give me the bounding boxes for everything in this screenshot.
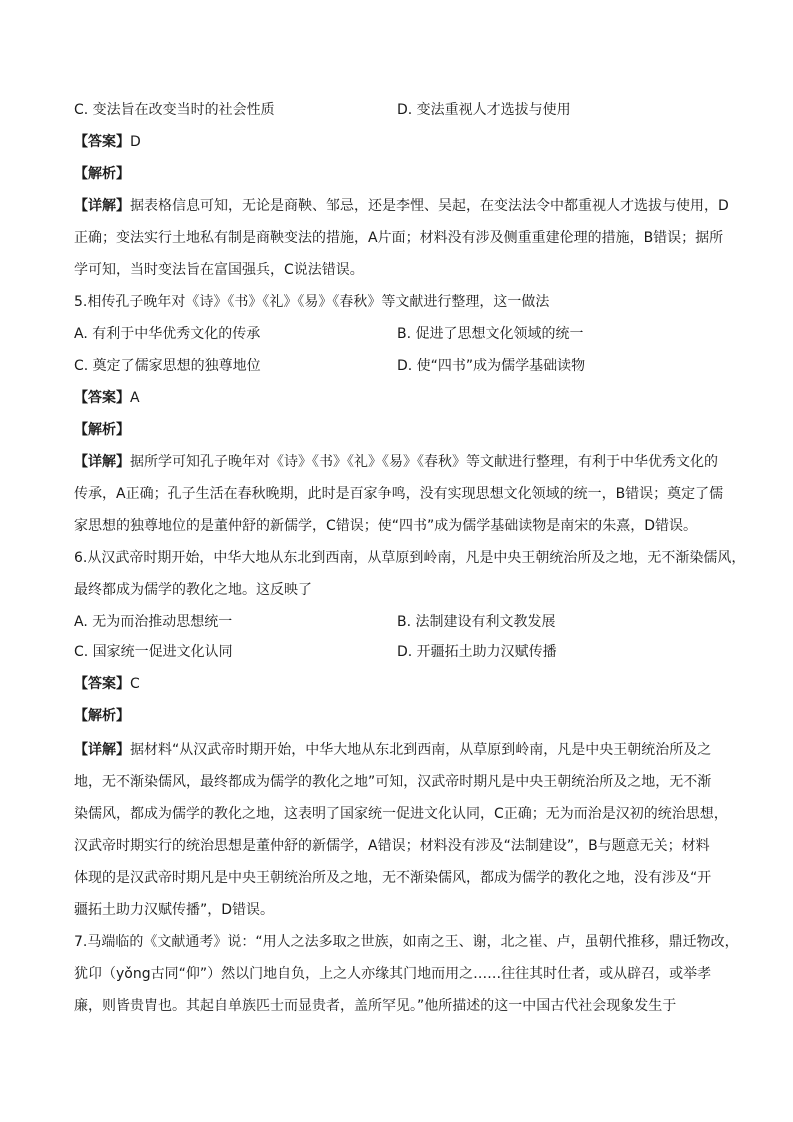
detail-line: 家思想的独尊地位的是董仲舒的新儒学，C错误；使“四书”成为儒学基础读物是南宋的朱熹，D错误。 — [74, 518, 698, 534]
analysis-tag: 【解析】 — [74, 422, 130, 438]
q6-answer — [74, 674, 140, 694]
stem-line: 廉，则皆贵胄也。其起自单族匹士而显贵者，盖所罕见。”他所描述的这一中国古代社会现象发生于 — [74, 998, 677, 1014]
answer-tag: 【答案】 — [74, 134, 130, 150]
q6-option-d: D. 开疆拓土助力汉赋传播 — [397, 644, 557, 660]
detail-line: 学可知，当时变法旨在富国强兵，C说法错误。 — [74, 262, 364, 278]
detail-tag: 【详解】 — [74, 454, 130, 470]
q6-analysis-heading — [74, 706, 130, 726]
q5-option-d: D. 使“四书”成为儒学基础读物 — [397, 358, 586, 374]
q5-detail — [74, 446, 726, 542]
stem-line: 最终都成为儒学的教化之地。这反映了 — [74, 582, 312, 598]
q4-analysis-heading — [74, 164, 130, 184]
answer-tag: 【答案】 — [74, 390, 130, 406]
detail-line: 汉武帝时期实行的统治思想是董仲舒的新儒学，A错误；材料没有涉及“法制建设”，B与题意无关；材料 — [74, 838, 710, 854]
detail-line: 体现的是汉武帝时期凡是中央王朝统治所及之地，无不渐染儒风，都成为儒学的教化之地，没有涉及“开 — [74, 870, 712, 886]
detail-line: 【详解】据表格信息可知，无论是商鞅、邹忌，还是李悝、吴起，在变法法令中都重视人才选拔与使用，D — [74, 198, 729, 214]
q6-detail — [74, 734, 726, 926]
analysis-tag: 【解析】 — [74, 708, 130, 724]
q4-detail — [74, 190, 729, 286]
q6-stem — [74, 542, 746, 606]
detail-line: 【详解】据材料“从汉武帝时期开始，中华大地从东北到西南，从草原到岭南，凡是中央王朝统治所及之 — [74, 742, 712, 758]
detail-line: 正确；变法实行土地私有制是商鞅变法的措施，A片面；材料没有涉及侧重重建伦理的措施，B错误；据所 — [74, 230, 724, 246]
q4-option-d: D. 变法重视人才选拔与使用 — [397, 102, 571, 118]
stem-line: 6.从汉武帝时期开始，中华大地从东北到西南，从草原到岭南，凡是中央王朝统治所及之地，无不渐染儒风， — [74, 550, 746, 566]
q5-option-a: A. 有利于中华优秀文化的传承 — [74, 326, 261, 342]
stem-line: 7.马端临的《文献通考》说：“用人之法多取之世族，如南之王、谢，北之崔、卢，虽朝代推移，鼎迁物改， — [74, 934, 739, 950]
q4-option-c: C. 变法旨在改变当时的社会性质 — [74, 102, 275, 118]
detail-line: 传承，A正确；孔子生活在春秋晚期，此时是百家争鸣，没有实现思想文化领域的统一，B错误；奠定了儒 — [74, 486, 724, 502]
stem-line: 犹卬（yǒng古同“仰”）然以门地自负，上之人亦缘其门地而用之……往往其时仕者，或从辟召，或举孝 — [74, 966, 712, 982]
q5-answer — [74, 388, 140, 408]
q5-option-b: B. 促进了思想文化领域的统一 — [397, 326, 584, 342]
detail-tag: 【详解】 — [74, 742, 130, 758]
detail-line: 【详解】据所学可知孔子晚年对《诗》《书》《礼》《易》《春秋》等文献进行整理，有利于中华优秀文化的 — [74, 454, 718, 470]
q6-option-a: A. 无为而治推动思想统一 — [74, 614, 233, 630]
detail-line: 疆拓土助力汉赋传播”，D错误。 — [74, 902, 275, 918]
q4-answer — [74, 132, 141, 152]
detail-tag: 【详解】 — [74, 198, 130, 214]
q7-stem — [74, 926, 739, 1022]
answer-value: D — [130, 134, 141, 150]
answer-value: C — [130, 676, 140, 692]
detail-line: 地，无不渐染儒风，最终都成为儒学的教化之地”可知，汉武帝时期凡是中央王朝统治所及之地，无不渐 — [74, 774, 712, 790]
answer-value: A — [130, 390, 140, 406]
q6-option-b: B. 法制建设有利文教发展 — [397, 614, 556, 630]
answer-tag: 【答案】 — [74, 676, 130, 692]
q6-option-c: C. 国家统一促进文化认同 — [74, 644, 233, 660]
q5-option-c: C. 奠定了儒家思想的独尊地位 — [74, 358, 261, 374]
detail-line: 染儒风，都成为儒学的教化之地，这表明了国家统一促进文化认同，C正确；无为而治是汉初的统治思想， — [74, 806, 728, 822]
q5-stem: 5.相传孔子晚年对《诗》《书》《礼》《易》《春秋》等文献进行整理，这一做法 — [74, 294, 550, 310]
q5-analysis-heading — [74, 420, 130, 440]
analysis-tag: 【解析】 — [74, 166, 130, 182]
